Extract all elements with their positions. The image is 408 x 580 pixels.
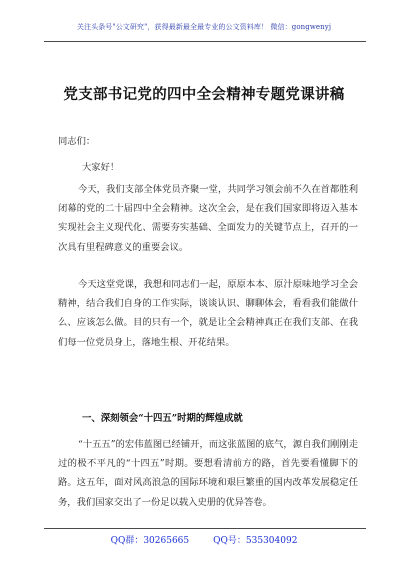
header-divider [44,41,366,42]
paragraph-purpose: 今天这堂党课，我想和同志们一起，原原本本、原汁原味地学习全会精神，结合我们自身的工作实际，谈谈认识、聊聊体会，看看我们能做什么、应该怎么做。目的只有一个，就是让全会精神真正在我们支部、在我们每一位党员身上，落地生根、开花结果。 [58,279,358,348]
section-heading: 一、深刻领会“十四五”时期的辉煌成就 [82,413,243,424]
document-title: 党支部书记党的四中全会精神专题党课讲稿 [63,86,345,103]
footer-divider [44,528,366,529]
footer-contact [0,533,408,546]
footer-qq-group: QQ群：30265665 [110,536,190,546]
footer-qq-number: QQ号：535304092 [213,536,298,546]
section-paragraph: “十五五”的宏伟蓝图已经铺开，而这张蓝图的底气，源自我们刚刚走过的极不平凡的“十四五”时期。要想看清前方的路，首先要看懂脚下的路。这五年，面对风高浪急的国际环境和艰巨繁重的国内改革发展稳定任务，我们国家交出了一份足以载入史册的优异答卷。 [58,439,358,508]
greeting: 大家好！ [82,162,120,173]
header-promo-text: 关注头条号"公文研究"，获得最新最全最专业的公文资料库！ 微信：gongwenyj [76,23,332,31]
salutation: 同志们： [58,136,96,147]
paragraph-intro: 今天，我们支部全体党员齐聚一堂，共同学习领会前不久在首都胜利闭幕的党的二十届四中全会精神。这次全会，是在我们国家即将迈入基本实现社会主义现代化、需要夯实基础、全面发力的关键节点上，召开的一次具有里程碑意义的重要会议。 [58,184,358,253]
